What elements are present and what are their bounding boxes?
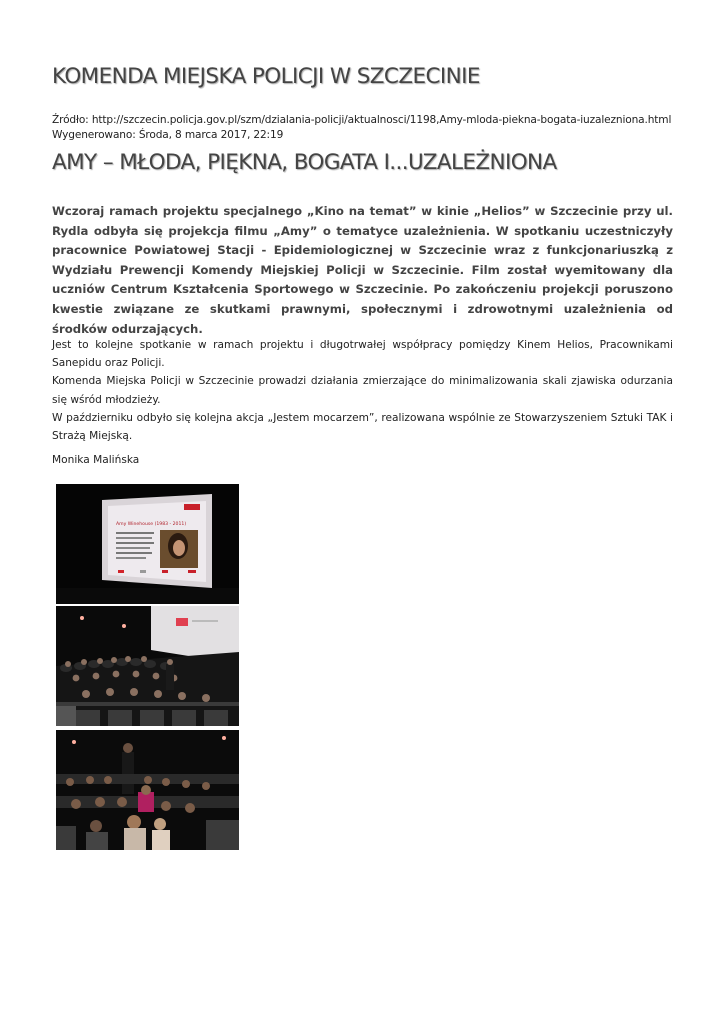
document-meta [52,113,671,143]
body-paragraph: Komenda Miejska Policji w Szczecinie prowadzi działania zmierzające do minimalizowania skali zjawiska odurzania się wśród młodzieży. [52,375,673,406]
article-author: Monika Malińska [52,454,140,466]
source-line: Źródło: http://szczecin.policja.gov.pl/szm/dzialania-policji/aktualnosci/1198,Amy-mloda-piekna-bogata-iuzalezniona.html [52,114,672,126]
article-title: AMY – MŁODA, PIĘKNA, BOGATA I...UZALEŻNIONA [52,150,557,175]
body-paragraph: Jest to kolejne spotkanie w ramach projektu i długotrwałej współpracy pomiędzy Kinem Helios, Pracownikami Sanepidu oraz Policji. [52,339,673,370]
article-lead: Wczoraj ramach projektu specjalnego „Kino na temat” w kinie „Helios” w Szczecinie przy ul. Rydla odbyła się projekcja filmu „Amy” o tematyce uzależnienia. W spotkaniu uczestniczyły pracownice Powiatowej Stacji - Epidemiologicznej w Szczecinie wraz z funkcjonariuszką z Wydziału Prewencji Komendy Miejskiej Policji w Szczecinie. Film został wyemitowany dla uczniów Centrum Kształcenia Sportowego w Szczecinie. Po zakończeniu projekcji poruszono kwestie związane ze skutkami prawnymi, społecznymi i zdrowotnymi uzależnienia od środków odurzających. [52,204,673,336]
audience-closeup-photo [56,730,239,850]
cinema-screen-photo [56,484,239,604]
body-paragraph: W październiku odbyło się kolejna akcja „Jestem mocarzem”, realizowana wspólnie ze Stowarzyszeniem Sztuki TAK i Strażą Miejską. [52,411,673,443]
slide-heading: Amy Winehouse (1983 - 2011) [116,522,187,527]
article-body [52,336,673,445]
audience-photo [56,606,239,726]
generated-line: Wygenerowano: Środa, 8 marca 2017, 22:19 [52,129,284,141]
site-title: KOMENDA MIEJSKA POLICJI W SZCZECINIE [52,64,480,89]
